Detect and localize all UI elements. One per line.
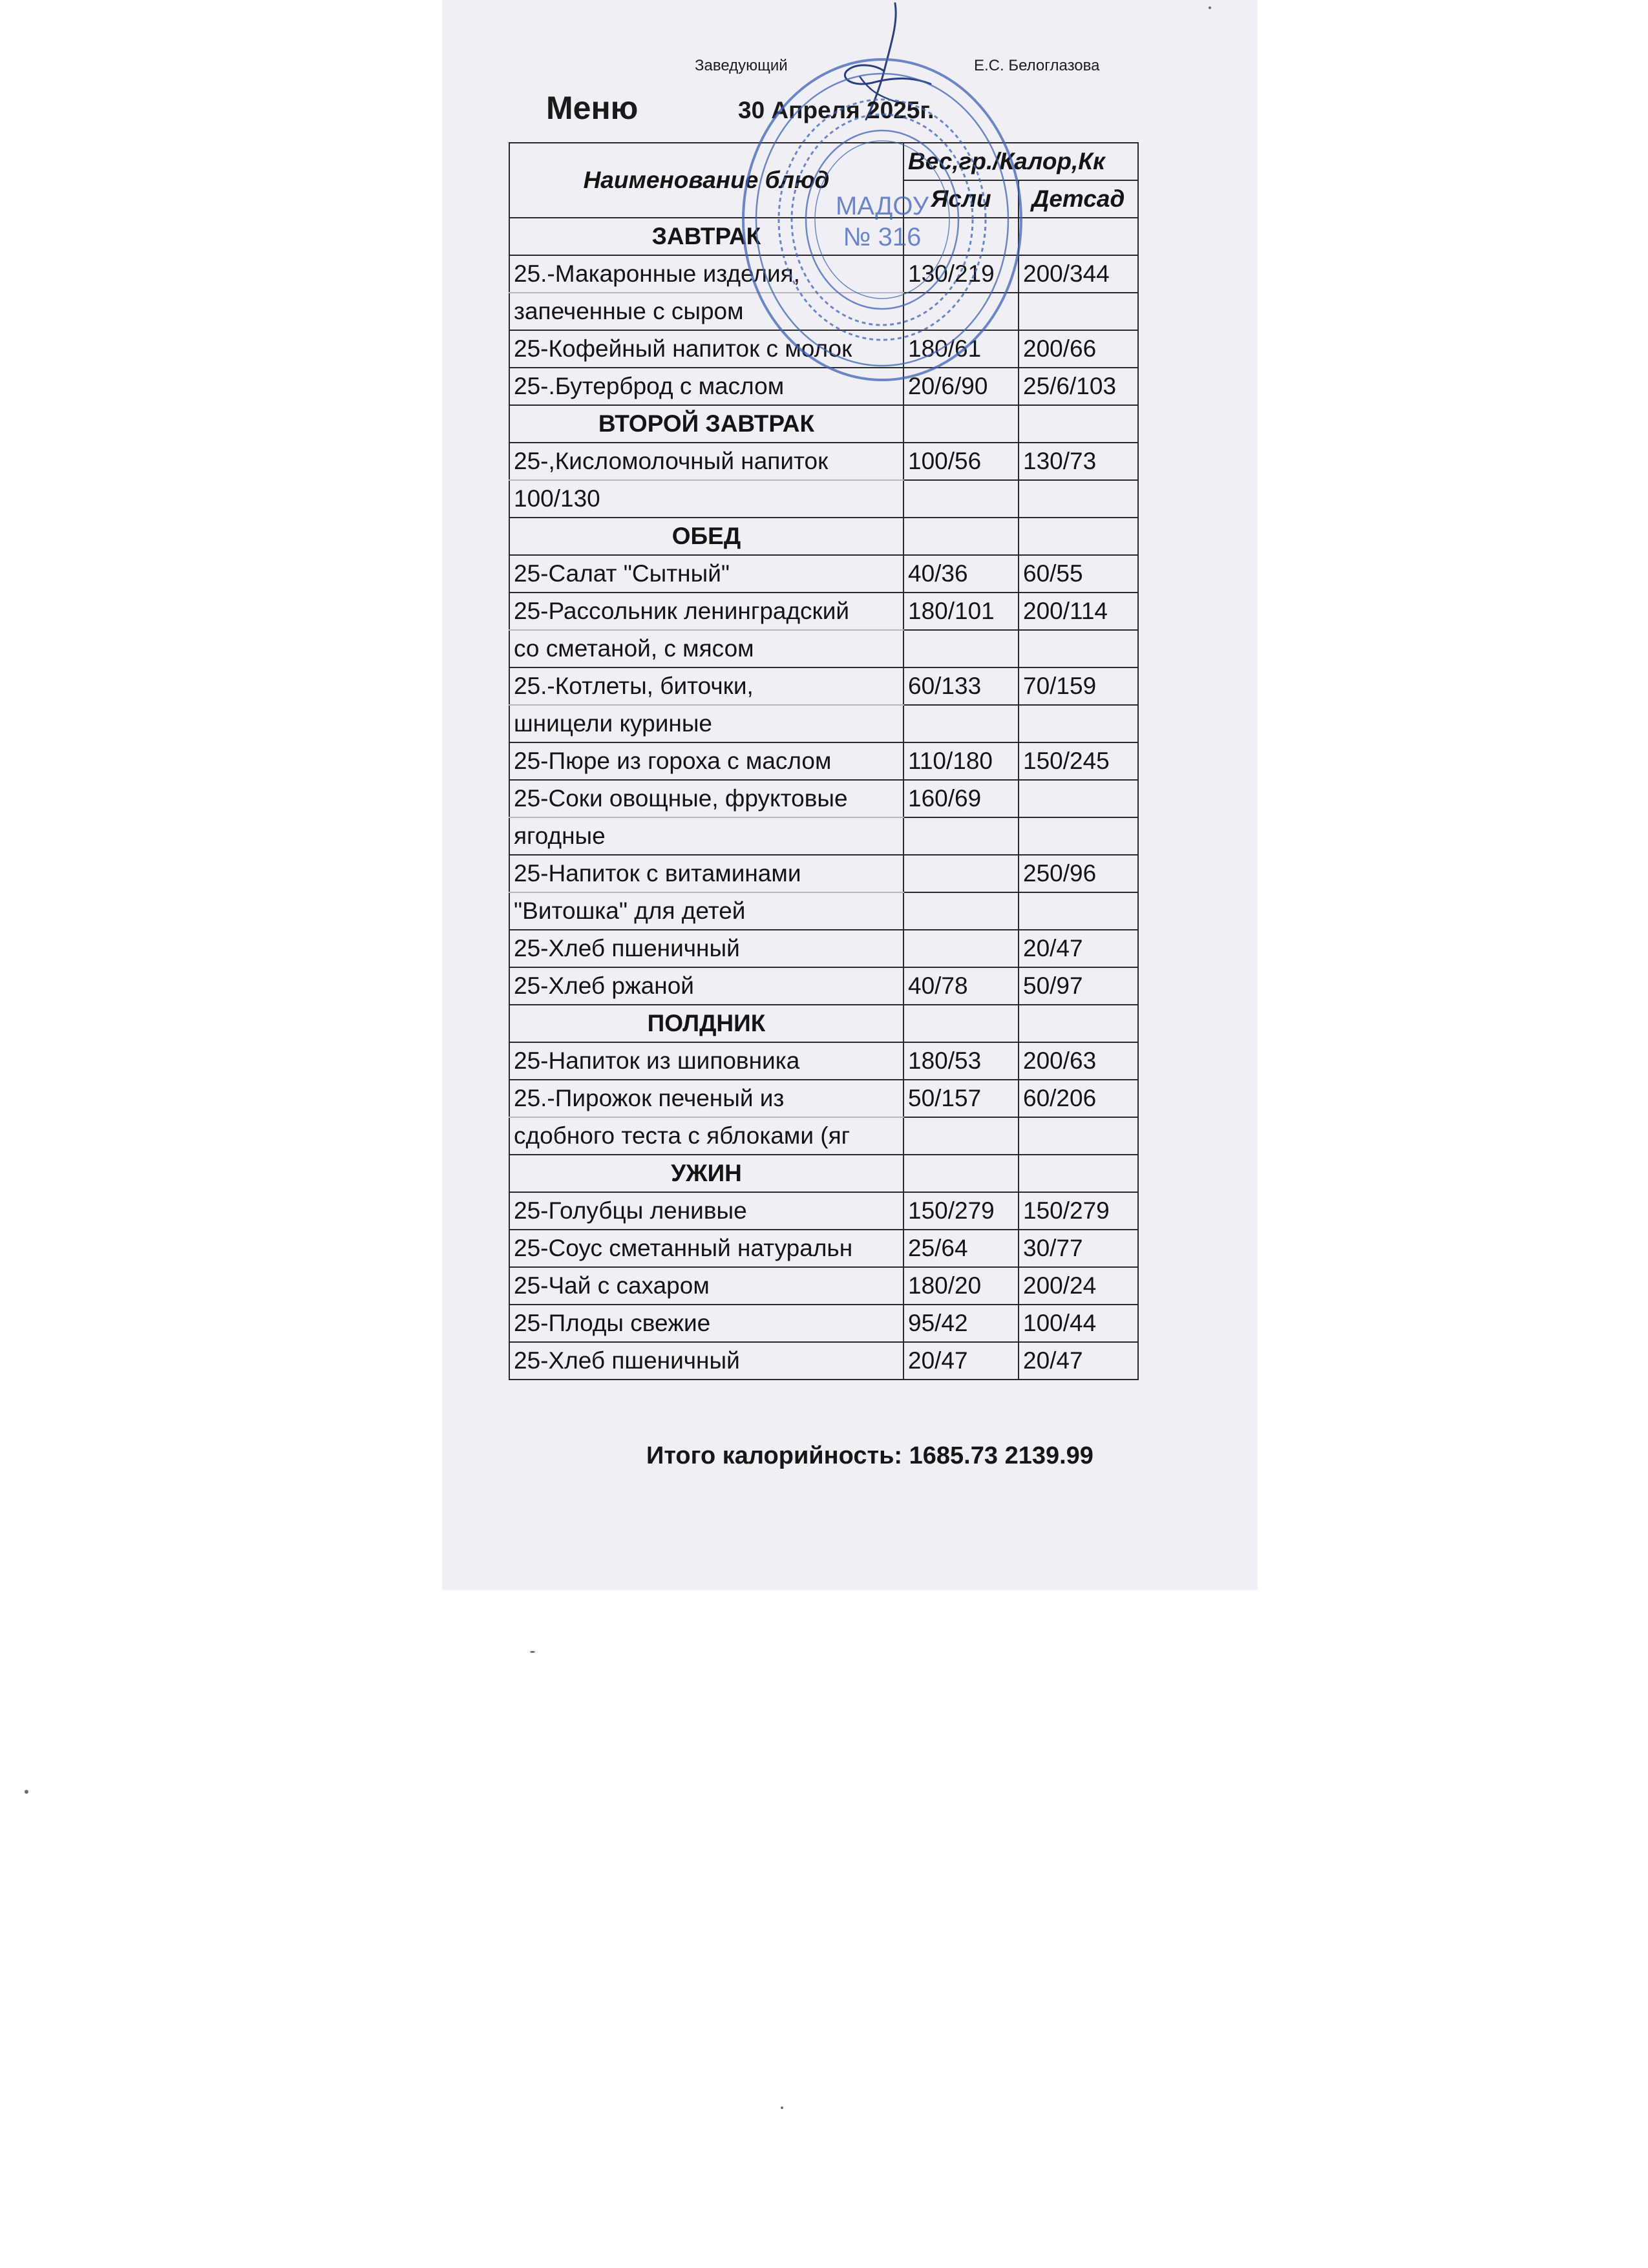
section-kindergarten-cell <box>1019 405 1138 443</box>
kindergarten-value-cell: 50/97 <box>1019 967 1138 1005</box>
table-row <box>509 780 1138 817</box>
table-row <box>509 555 1138 593</box>
table-row <box>509 1305 1138 1342</box>
section-nursery-cell <box>903 1005 1019 1042</box>
dish-name-cell: 25.-Пирожок печеный из <box>509 1080 903 1117</box>
kindergarten-value-cell: 70/159 <box>1019 667 1138 705</box>
dish-name-cell: 25-Рассольник ленинградский <box>509 593 903 630</box>
scan-speck <box>25 1790 28 1794</box>
kindergarten-value-cell <box>1019 293 1138 330</box>
nursery-value-cell: 20/6/90 <box>903 368 1019 405</box>
section-row <box>509 518 1138 555</box>
kindergarten-value-cell <box>1019 780 1138 817</box>
kindergarten-value-cell <box>1019 705 1138 742</box>
menu-date: 30 Апреля 2025г. <box>738 97 935 123</box>
dish-name-cell: 25-,Кисломолочный напиток <box>509 443 903 480</box>
dish-name-cell: 100/130 <box>509 480 903 518</box>
dish-name-cell: 25-Кофейный напиток с молок <box>509 330 903 368</box>
dish-name-cell: 25-Соус сметанный натуральн <box>509 1230 903 1267</box>
kindergarten-value-cell <box>1019 817 1138 855</box>
dish-name-cell: 25-Хлеб ржаной <box>509 967 903 1005</box>
nursery-value-cell <box>903 630 1019 667</box>
section-row <box>509 405 1138 443</box>
dish-name-cell: 25-Пюре из гороха с маслом <box>509 742 903 780</box>
kindergarten-value-cell: 60/206 <box>1019 1080 1138 1117</box>
scan-speck <box>781 2106 783 2109</box>
section-title: ЗАВТРАК <box>509 218 903 255</box>
nursery-value-cell: 180/101 <box>903 593 1019 630</box>
nursery-value-cell: 95/42 <box>903 1305 1019 1342</box>
kindergarten-value-cell <box>1019 480 1138 518</box>
scan-speck <box>1209 6 1211 9</box>
nursery-value-cell <box>903 930 1019 967</box>
total-calories: Итого калорийность: 1685.73 2139.99 <box>646 1442 1093 1469</box>
kindergarten-value-cell <box>1019 630 1138 667</box>
section-nursery-cell <box>903 518 1019 555</box>
kindergarten-value-cell: 20/47 <box>1019 1342 1138 1380</box>
table-row <box>509 667 1138 705</box>
dish-name-cell: 25-Хлеб пшеничный <box>509 930 903 967</box>
scan-speck <box>530 1651 535 1653</box>
kindergarten-value-cell: 20/47 <box>1019 930 1138 967</box>
dish-column-header: Наименование блюд <box>509 143 903 218</box>
nursery-value-cell: 180/20 <box>903 1267 1019 1305</box>
dish-name-cell: "Витошка" для детей <box>509 892 903 930</box>
section-nursery-cell <box>903 1155 1019 1192</box>
nursery-value-cell: 180/53 <box>903 1042 1019 1080</box>
section-row <box>509 1155 1138 1192</box>
nursery-value-cell <box>903 705 1019 742</box>
dish-name-cell: 25.-Макаронные изделия, <box>509 255 903 293</box>
kindergarten-value-cell: 250/96 <box>1019 855 1138 892</box>
section-kindergarten-cell <box>1019 218 1138 255</box>
table-row <box>509 967 1138 1005</box>
round-seal-stamp <box>730 45 1034 394</box>
section-nursery-cell <box>903 405 1019 443</box>
dish-name-cell: 25-Соки овощные, фруктовые <box>509 780 903 817</box>
nursery-value-cell: 180/61 <box>903 330 1019 368</box>
nursery-value-cell: 20/47 <box>903 1342 1019 1380</box>
table-row <box>509 705 1138 742</box>
dish-name-cell: сдобного теста с яблоками (яг <box>509 1117 903 1155</box>
nursery-value-cell: 40/78 <box>903 967 1019 1005</box>
kindergarten-value-cell: 200/344 <box>1019 255 1138 293</box>
nursery-value-cell: 60/133 <box>903 667 1019 705</box>
table-row <box>509 1342 1138 1380</box>
nursery-value-cell: 25/64 <box>903 1230 1019 1267</box>
table-row <box>509 892 1138 930</box>
dish-name-cell: 25-Чай с сахаром <box>509 1267 903 1305</box>
dish-name-cell: запеченные с сыром <box>509 293 903 330</box>
dish-name-cell: 25-Напиток с витаминами <box>509 855 903 892</box>
kindergarten-value-cell <box>1019 1117 1138 1155</box>
kindergarten-value-cell: 130/73 <box>1019 443 1138 480</box>
table-row <box>509 1080 1138 1117</box>
kindergarten-value-cell: 100/44 <box>1019 1305 1138 1342</box>
weight-calorie-header: Вес,гр./Калор,Кк <box>903 143 1138 180</box>
table-row <box>509 930 1138 967</box>
kindergarten-value-cell <box>1019 892 1138 930</box>
table-row <box>509 855 1138 892</box>
nursery-value-cell: 130/219 <box>903 255 1019 293</box>
kindergarten-value-cell: 150/245 <box>1019 742 1138 780</box>
section-title: ОБЕД <box>509 518 903 555</box>
nursery-value-cell: 160/69 <box>903 780 1019 817</box>
table-row <box>509 1192 1138 1230</box>
section-kindergarten-cell <box>1019 1005 1138 1042</box>
section-kindergarten-cell <box>1019 1155 1138 1192</box>
dish-name-cell: шницели куриные <box>509 705 903 742</box>
kindergarten-value-cell: 60/55 <box>1019 555 1138 593</box>
dish-name-cell: 25-Напиток из шиповника <box>509 1042 903 1080</box>
nursery-value-cell: 110/180 <box>903 742 1019 780</box>
director-name: Е.С. Белоглазова <box>974 57 1100 74</box>
nursery-value-cell: 40/36 <box>903 555 1019 593</box>
kindergarten-value-cell: 200/63 <box>1019 1042 1138 1080</box>
table-row <box>509 1230 1138 1267</box>
nursery-value-cell <box>903 892 1019 930</box>
dish-name-cell: 25-Хлеб пшеничный <box>509 1342 903 1380</box>
table-row <box>509 630 1138 667</box>
section-title: ВТОРОЙ ЗАВТРАК <box>509 405 903 443</box>
section-title: ПОЛДНИК <box>509 1005 903 1042</box>
section-title: УЖИН <box>509 1155 903 1192</box>
svg-text:МАДОУ: МАДОУ <box>835 192 929 220</box>
menu-title: Меню <box>546 90 639 126</box>
nursery-value-cell: 150/279 <box>903 1192 1019 1230</box>
dish-name-cell: 25.-Котлеты, биточки, <box>509 667 903 705</box>
dish-name-cell: 25-Голубцы ленивые <box>509 1192 903 1230</box>
dish-name-cell: 25-.Бутерброд с маслом <box>509 368 903 405</box>
dish-name-cell: ягодные <box>509 817 903 855</box>
table-row <box>509 1117 1138 1155</box>
table-row <box>509 593 1138 630</box>
kindergarten-value-cell: 150/279 <box>1019 1192 1138 1230</box>
section-row <box>509 1005 1138 1042</box>
kindergarten-column-header: Детсад <box>1019 180 1138 218</box>
kindergarten-value-cell: 200/24 <box>1019 1267 1138 1305</box>
nursery-value-cell: 100/56 <box>903 443 1019 480</box>
nursery-value-cell <box>903 855 1019 892</box>
nursery-value-cell: 50/157 <box>903 1080 1019 1117</box>
table-row <box>509 480 1138 518</box>
kindergarten-value-cell: 30/77 <box>1019 1230 1138 1267</box>
svg-text:№ 316: № 316 <box>843 223 922 251</box>
nursery-value-cell <box>903 1117 1019 1155</box>
nursery-value-cell <box>903 817 1019 855</box>
table-row <box>509 443 1138 480</box>
nursery-value-cell <box>903 480 1019 518</box>
section-kindergarten-cell <box>1019 518 1138 555</box>
kindergarten-value-cell: 25/6/103 <box>1019 368 1138 405</box>
kindergarten-value-cell: 200/114 <box>1019 593 1138 630</box>
dish-name-cell: 25-Салат "Сытный" <box>509 555 903 593</box>
table-row <box>509 742 1138 780</box>
kindergarten-value-cell: 200/66 <box>1019 330 1138 368</box>
director-role-label: Заведующий <box>695 57 788 74</box>
table-row <box>509 1042 1138 1080</box>
dish-name-cell: 25-Плоды свежие <box>509 1305 903 1342</box>
table-row <box>509 817 1138 855</box>
nursery-column-header: Ясли <box>903 180 1019 218</box>
table-row <box>509 1267 1138 1305</box>
dish-name-cell: со сметаной, с мясом <box>509 630 903 667</box>
